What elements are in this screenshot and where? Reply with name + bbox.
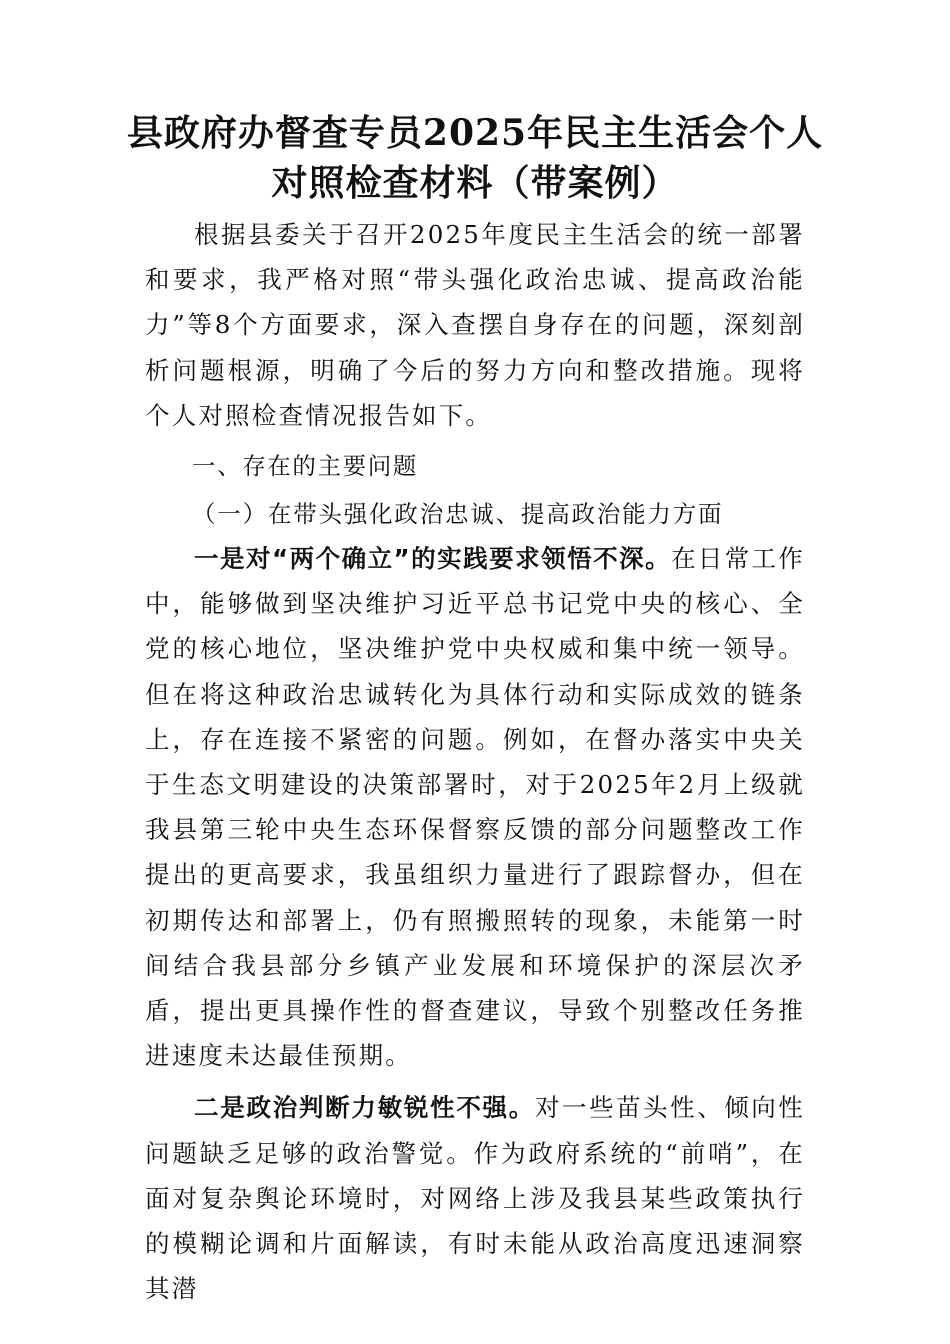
point-2-paragraph bbox=[145, 1085, 805, 1311]
point-1-lead: 一是对“两个确立”的实践要求领悟不深。 bbox=[194, 544, 672, 574]
document-title bbox=[120, 108, 830, 208]
intro-paragraph: 根据县委关于召开2025年度民主生活会的统一部署和要求，我严格对照“带头强化政治忠诚、提高政治能力”等8个方面要求，深入查摆自身存在的问题，深刻剖析问题根源，明确了今后的努力方向和整改措施。现将个人对照检查情况报告如下。 bbox=[145, 220, 805, 430]
point-2-lead: 二是政治判断力敏锐性不强。 bbox=[194, 1093, 536, 1123]
document-body bbox=[145, 212, 805, 1311]
section-heading: 一、存在的主要问题 bbox=[192, 452, 418, 481]
point-2-text: 对一些苗头性、倾向性问题缺乏足够的政治警觉。作为政府系统的“前哨”，在面对复杂舆论环境时，对网络上涉及我县某些政策执行的模糊论调和片面解读，有时未能从政治高度迅速洞察其潜 bbox=[145, 1093, 805, 1304]
subsection-heading: （一）在带头强化政治忠诚、提高政治能力方面 bbox=[192, 500, 724, 529]
point-1-text: 在日常工作中，能够做到坚决维护习近平总书记党中央的核心、全党的核心地位，坚决维护党中央权威和集中统一领导。但在将这种政治忠诚转化为具体行动和实际成效的链条上，存在连接不紧密的问题。例如，在督办落实中央关于生态文明建设的决策部署时，对于2025年2月上级就我县第三轮中央生态环保督察反馈的部分问题整改工作提出的更高要求，我虽组织力量进行了跟踪督办，但在初期传达和部署上，仍有照搬照转的现象，未能第一时间结合我县部分乡镇产业发展和环境保护的深层次矛盾，提出更具操作性的督查建议，导致个别整改任务推进速度未达最佳预期。 bbox=[145, 544, 805, 1071]
title-line-2: 对照检查材料（带案例） bbox=[271, 162, 679, 204]
title-line-1: 县政府办督查专员2025年民主生活会个人 bbox=[126, 112, 824, 154]
point-1-paragraph bbox=[145, 536, 805, 1078]
